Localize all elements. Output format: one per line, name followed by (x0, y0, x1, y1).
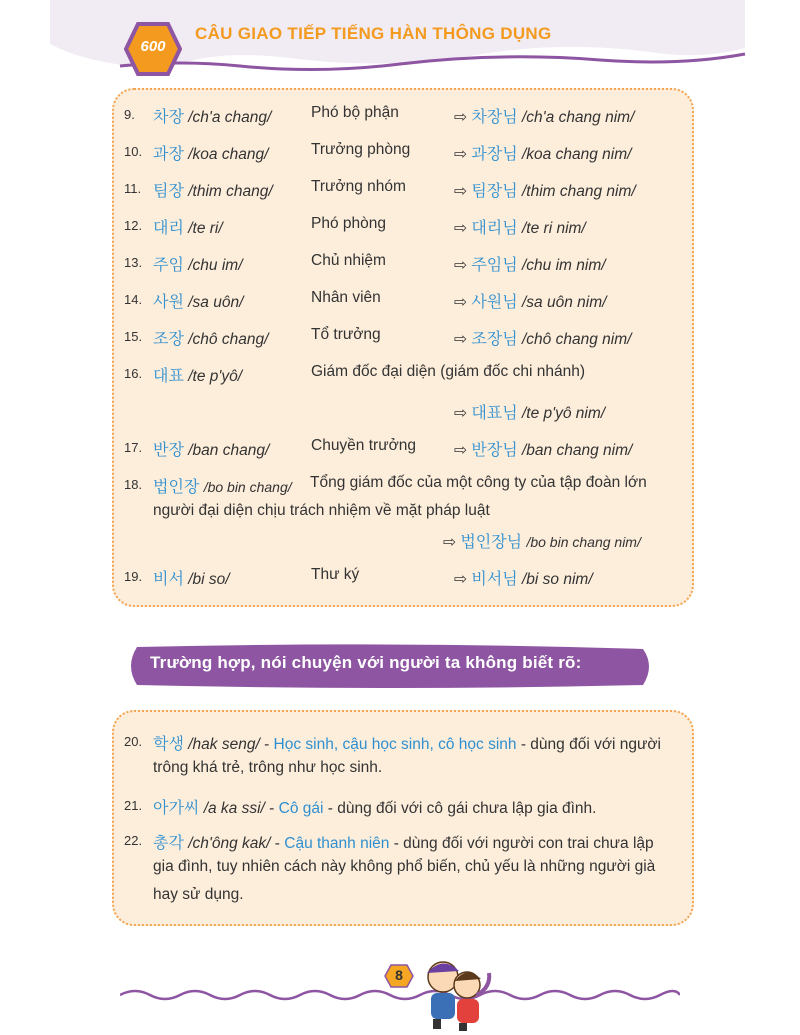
romanization: /sa uôn/ (188, 294, 244, 311)
arrow-right-icon: ⇨ (454, 220, 467, 237)
romanization: /ch'a chang/ (188, 109, 272, 126)
arrow-right-icon: ⇨ (454, 257, 467, 274)
arrow-right-icon: ⇨ (443, 534, 456, 551)
korean-honorific: 법인장님 (460, 534, 523, 551)
honorific-romanization: /chu im nim/ (522, 257, 606, 274)
meaning: Chuyền trưởng (311, 437, 416, 454)
usage-note-line2: gia đình, tuy nhiên cách này không phổ biến, chủ yếu là những người già (153, 858, 656, 875)
usage-note: - dùng đối với người (516, 736, 661, 753)
meaning: Tổ trưởng (311, 326, 381, 343)
entry-number: 21. (124, 798, 143, 813)
entry-term (153, 363, 242, 386)
honorific-form (454, 178, 636, 201)
honorific-romanization: /thim chang nim/ (522, 183, 636, 200)
mascot-illustration-icon (415, 955, 495, 1033)
vietnamese-meaning: Cô gái (278, 800, 324, 817)
korean-honorific: 비서님 (471, 571, 518, 588)
page-number: 8 (395, 967, 403, 983)
romanization: /ch'ông kak/ (188, 835, 271, 852)
honorific-form (443, 529, 641, 552)
meaning: Trưởng nhóm (311, 178, 406, 195)
romanization: /hak seng/ (188, 736, 260, 753)
korean-honorific: 과장님 (471, 146, 518, 163)
entry-number: 15. (124, 329, 143, 344)
arrow-right-icon: ⇨ (454, 183, 467, 200)
entry-number: 10. (124, 144, 143, 159)
korean-honorific: 사원님 (471, 294, 518, 311)
korean-word: 학생 (153, 736, 184, 753)
entry-number: 16. (124, 366, 143, 381)
entry-term (153, 215, 223, 238)
korean-word: 아가씨 (153, 800, 200, 817)
arrow-right-icon: ⇨ (454, 146, 467, 163)
meaning: Trưởng phòng (311, 141, 411, 158)
arrow-right-icon: ⇨ (454, 109, 467, 126)
entry-number: 9. (124, 107, 135, 122)
arrow-right-icon: ⇨ (454, 571, 467, 588)
korean-word: 총각 (153, 835, 184, 852)
meaning-line2: người đại diện chịu trách nhiệm về mặt pháp luật (153, 502, 490, 519)
honorific-form (454, 104, 634, 127)
honorific-romanization: /sa uôn nim/ (522, 294, 607, 311)
korean-word: 주임 (153, 257, 184, 274)
honorific-romanization: /chô chang nim/ (522, 331, 632, 348)
usage-note-line3: hay sử dụng. (153, 886, 244, 903)
korean-honorific: 대표님 (471, 405, 518, 422)
romanization: /bo bin chang/ (203, 479, 292, 495)
romanization: /te p'yô/ (188, 368, 243, 385)
arrow-right-icon: ⇨ (454, 405, 467, 422)
entry-number: 20. (124, 734, 143, 749)
honorific-romanization: /te p'yô nim/ (522, 405, 606, 422)
badge-number: 600 (140, 38, 166, 55)
honorific-form (454, 566, 593, 589)
arrow-right-icon: ⇨ (454, 294, 467, 311)
entry-number: 12. (124, 218, 143, 233)
korean-honorific: 팀장님 (471, 183, 518, 200)
dash: - (264, 800, 279, 817)
romanization: /chu im/ (188, 257, 243, 274)
entry-term (153, 474, 292, 497)
korean-word: 과장 (153, 146, 184, 163)
entry-number: 11. (124, 181, 142, 196)
section-banner-text: Trường hợp, nói chuyện với người ta không biết rõ: (150, 653, 582, 672)
honorific-romanization: /te ri nim/ (522, 220, 586, 237)
entry-term (153, 566, 230, 589)
honorific-form (454, 141, 631, 164)
korean-honorific: 차장님 (471, 109, 518, 126)
entry-term (153, 326, 268, 349)
honorific-form (454, 215, 586, 238)
romanization: /bi so/ (188, 571, 230, 588)
meaning: Chủ nhiệm (311, 252, 386, 269)
usage-note: - dùng đối với cô gái chưa lập gia đình. (323, 800, 597, 817)
honorific-romanization: /ban chang nim/ (522, 442, 633, 459)
honorific-form (454, 437, 632, 460)
honorific-romanization: /bo bin chang nim/ (526, 534, 641, 550)
romanization: /a ka ssi/ (203, 800, 265, 817)
entry-term (153, 252, 243, 275)
korean-honorific: 조장님 (471, 331, 518, 348)
footer-wave (120, 985, 680, 1005)
korean-word: 법인장 (153, 479, 200, 496)
entry-line (153, 795, 596, 818)
honorific-form (454, 289, 606, 312)
arrow-right-icon: ⇨ (454, 442, 467, 459)
meaning: Giám đốc đại diện (giám đốc chi nhánh) (311, 363, 585, 380)
arrow-right-icon: ⇨ (454, 331, 467, 348)
dash: - (270, 835, 285, 852)
honorific-form (454, 326, 631, 349)
honorific-romanization: /bi so nim/ (522, 571, 593, 588)
korean-word: 대리 (153, 220, 184, 237)
meaning: Tổng giám đốc của một công ty của tập đoàn lớn (310, 474, 647, 491)
korean-word: 대표 (153, 368, 184, 385)
romanization: /ban chang/ (188, 442, 270, 459)
korean-honorific: 반장님 (471, 442, 518, 459)
korean-word: 사원 (153, 294, 184, 311)
entry-number: 18. (124, 477, 143, 492)
romanization: /chô chang/ (188, 331, 269, 348)
book-title: CÂU GIAO TIẾP TIẾNG HÀN THÔNG DỤNG (195, 24, 552, 43)
korean-word: 팀장 (153, 183, 184, 200)
entry-number: 14. (124, 292, 143, 307)
meaning: Thư ký (311, 566, 360, 583)
entry-number: 22. (124, 833, 143, 848)
entry-line (153, 731, 661, 754)
korean-word: 차장 (153, 109, 184, 126)
entry-number: 13. (124, 255, 143, 270)
meaning: Phó phòng (311, 215, 386, 232)
entry-number: 19. (124, 569, 143, 584)
korean-honorific: 대리님 (471, 220, 518, 237)
honorific-form (454, 252, 606, 275)
romanization: /thim chang/ (188, 183, 273, 200)
meaning: Nhân viên (311, 289, 381, 306)
entry-term (153, 437, 269, 460)
entry-line (153, 830, 654, 853)
entry-term (153, 289, 243, 312)
entry-term (153, 141, 268, 164)
vietnamese-meaning: Cậu thanh niên (284, 835, 390, 852)
honorific-romanization: /koa chang nim/ (522, 146, 632, 163)
korean-honorific: 주임님 (471, 257, 518, 274)
korean-word: 조장 (153, 331, 184, 348)
korean-word: 비서 (153, 571, 184, 588)
meaning: Phó bộ phận (311, 104, 399, 121)
entry-number: 17. (124, 440, 143, 455)
usage-note: - dùng đối với người con trai chưa lập (389, 835, 654, 852)
korean-word: 반장 (153, 442, 184, 459)
honorific-romanization: /ch'a chang nim/ (522, 109, 635, 126)
usage-note-line2: trông khá trẻ, trông như học sinh. (153, 759, 383, 776)
dash: - (259, 736, 274, 753)
entry-term (153, 178, 273, 201)
romanization: /te ri/ (188, 220, 223, 237)
vietnamese-meaning: Học sinh, cậu học sinh, cô học sinh (273, 736, 517, 753)
romanization: /koa chang/ (188, 146, 269, 163)
honorific-form (454, 400, 605, 423)
entry-term (153, 104, 271, 127)
